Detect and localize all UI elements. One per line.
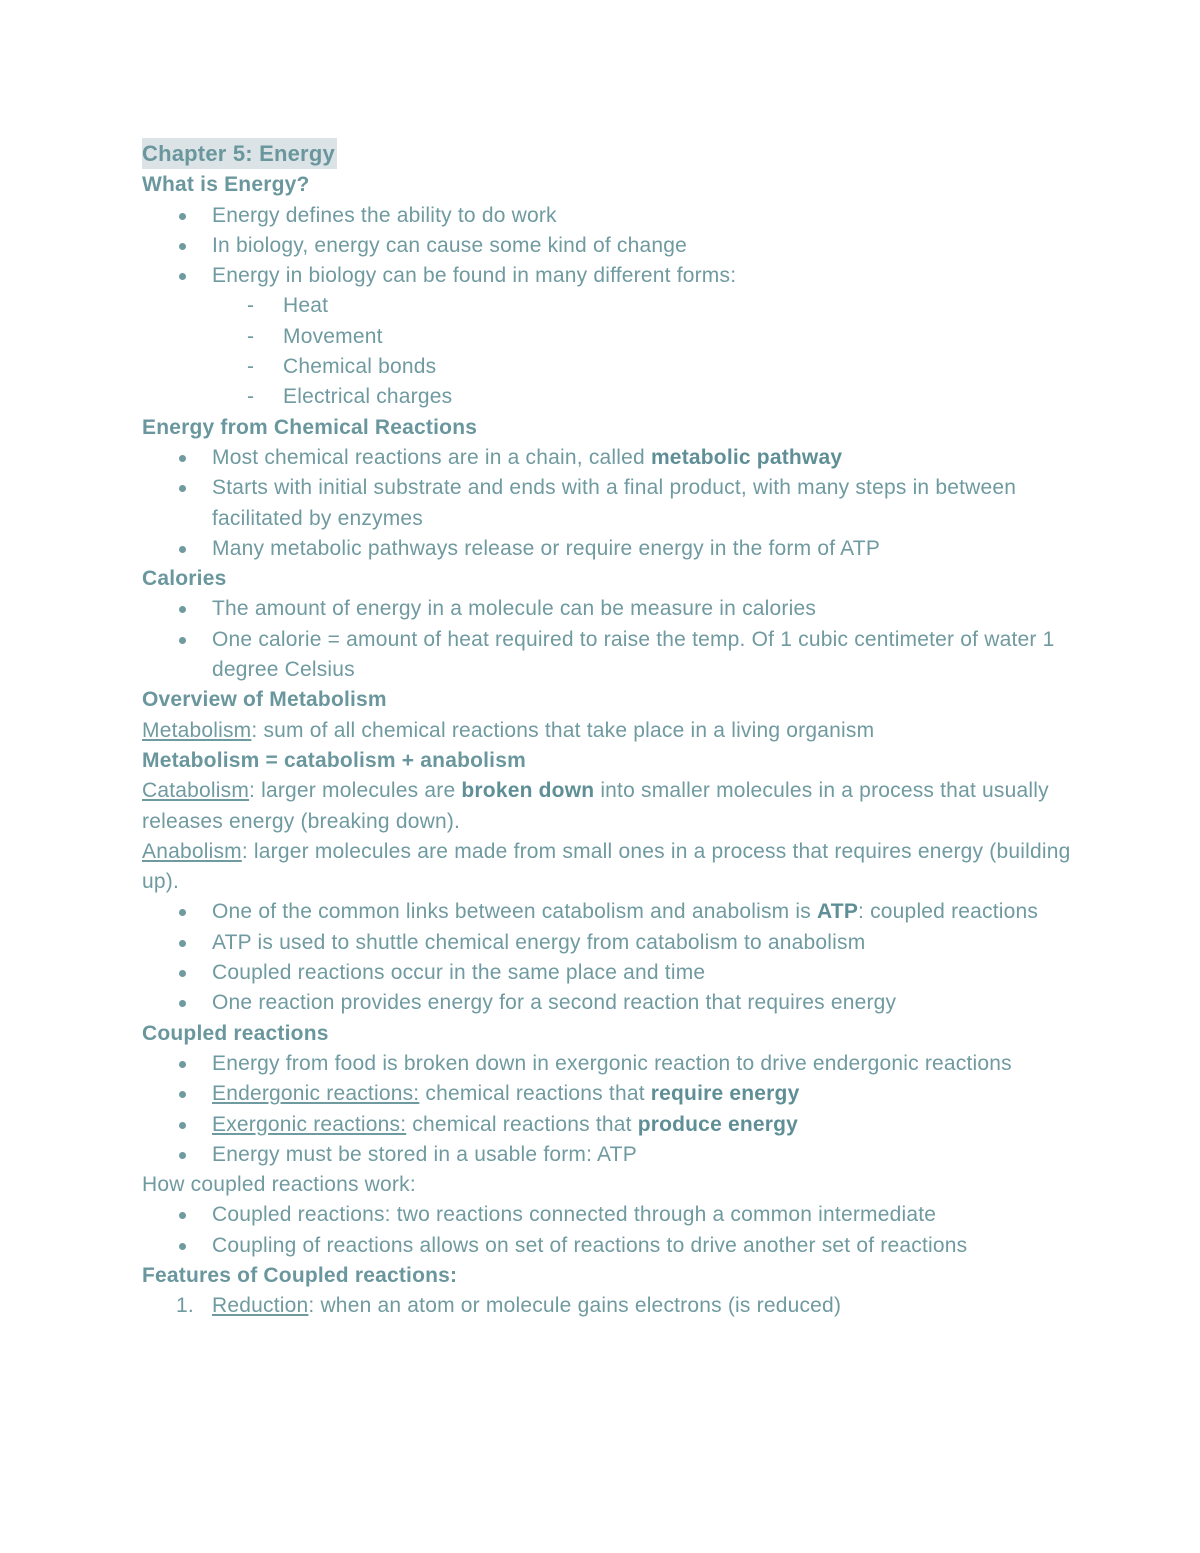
list-item: The amount of energy in a molecule can be measure in calories bbox=[212, 594, 1072, 624]
list-item: - Movement bbox=[283, 322, 1072, 352]
heading-what-is-energy: What is Energy? bbox=[142, 173, 310, 197]
list-item: One reaction provides energy for a second reaction that requires energy bbox=[212, 988, 1072, 1018]
list-item: Many metabolic pathways release or require energy in the form of ATP bbox=[212, 534, 1072, 564]
list-item: - Chemical bonds bbox=[283, 352, 1072, 382]
list-item bbox=[212, 443, 1072, 473]
heading-chemical-reactions: Energy from Chemical Reactions bbox=[142, 415, 478, 439]
list-item-text: One of the common links between catabolism and anabolism is bbox=[212, 900, 817, 924]
list-item-text: chemical reactions that bbox=[406, 1112, 638, 1136]
list-item-text: : coupled reactions bbox=[858, 900, 1039, 924]
how-coupled-list bbox=[142, 1200, 1072, 1261]
bold-term: ATP bbox=[816, 900, 859, 924]
bold-term: metabolic pathway bbox=[650, 445, 843, 469]
what-is-energy-list bbox=[142, 201, 1072, 292]
heading-coupled-reactions: Coupled reactions bbox=[142, 1021, 329, 1045]
metabolism-list bbox=[142, 897, 1072, 1018]
list-item: Energy from food is broken down in exergonic reaction to drive endergonic reactions bbox=[212, 1049, 1072, 1079]
definition-text: : sum of all chemical reactions that take place in a living organism bbox=[251, 718, 875, 742]
chapter-title: Chapter 5: Energy bbox=[142, 138, 337, 169]
term-anabolism: Anabolism bbox=[142, 839, 242, 863]
metabolism-definition bbox=[142, 716, 1072, 746]
term-metabolism: Metabolism bbox=[142, 718, 252, 742]
list-item: One calorie = amount of heat required to raise the temp. Of 1 cubic centimeter of water 1 degree Celsius bbox=[212, 625, 1072, 686]
definition-text: : larger molecules are made from small ones in a process that requires energy (building up). bbox=[142, 839, 1071, 894]
bold-term: require energy bbox=[650, 1082, 800, 1106]
chemical-reactions-list bbox=[142, 443, 1072, 564]
list-item: - Electrical charges bbox=[283, 382, 1072, 412]
list-item: Coupled reactions: two reactions connected through a common intermediate bbox=[212, 1200, 1072, 1230]
list-item bbox=[212, 897, 1072, 927]
coupled-reactions-list bbox=[142, 1049, 1072, 1170]
heading-metabolism: Overview of Metabolism bbox=[142, 688, 387, 712]
list-item-text: Most chemical reactions are in a chain, called bbox=[212, 445, 651, 469]
features-list bbox=[142, 1291, 1072, 1321]
bold-term: broken down bbox=[461, 779, 595, 803]
list-item: In biology, energy can cause some kind of change bbox=[212, 231, 1072, 261]
list-item: Energy must be stored in a usable form: ATP bbox=[212, 1140, 1072, 1170]
list-item bbox=[212, 1079, 1072, 1109]
term-endergonic: Endergonic reactions: bbox=[212, 1082, 420, 1106]
list-item bbox=[212, 1110, 1072, 1140]
list-item: ATP is used to shuttle chemical energy from catabolism to anabolism bbox=[212, 928, 1072, 958]
definition-text: : when an atom or molecule gains electrons (is reduced) bbox=[308, 1294, 842, 1318]
term-catabolism: Catabolism bbox=[142, 779, 250, 803]
term-exergonic: Exergonic reactions: bbox=[212, 1112, 407, 1136]
list-item: Coupled reactions occur in the same place and time bbox=[212, 958, 1072, 988]
list-item: Starts with initial substrate and ends with a final product, with many steps in between facilitated by enzymes bbox=[212, 473, 1072, 534]
catabolism-definition bbox=[142, 776, 1072, 837]
how-coupled-label: How coupled reactions work: bbox=[142, 1173, 416, 1197]
list-item: - Heat bbox=[283, 291, 1072, 321]
definition-text: : larger molecules are bbox=[249, 779, 462, 803]
document-page bbox=[142, 138, 1072, 1322]
chapter-title-line bbox=[142, 138, 1072, 170]
list-item: Coupling of reactions allows on set of reactions to drive another set of reactions bbox=[212, 1231, 1072, 1261]
energy-forms-list bbox=[142, 291, 1072, 412]
metabolism-equation: Metabolism = catabolism + anabolism bbox=[142, 748, 526, 772]
definition-text: into smaller molecules in a process that usually releases energy (breaking down). bbox=[142, 779, 1049, 833]
list-item: Energy defines the ability to do work bbox=[212, 201, 1072, 231]
list-item: Energy in biology can be found in many different forms: bbox=[212, 261, 1072, 291]
list-item-text: chemical reactions that bbox=[419, 1082, 651, 1106]
anabolism-definition bbox=[142, 837, 1072, 898]
term-reduction: Reduction bbox=[212, 1294, 309, 1318]
calories-list bbox=[142, 594, 1072, 685]
list-number: 1. bbox=[176, 1294, 194, 1318]
heading-features: Features of Coupled reactions: bbox=[142, 1263, 458, 1287]
bold-term: produce energy bbox=[637, 1112, 799, 1136]
heading-calories: Calories bbox=[142, 567, 227, 591]
list-item bbox=[176, 1291, 1072, 1321]
